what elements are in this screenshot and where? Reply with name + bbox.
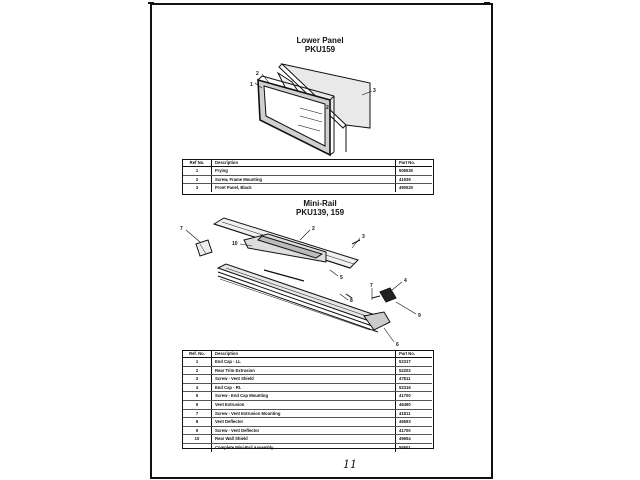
callout-label: 6 — [396, 342, 399, 348]
callout-label: 5 — [340, 275, 343, 281]
callout-label: 3 — [362, 234, 365, 240]
table-row: 3 Front Panel, Black 490520 — [183, 184, 432, 192]
mini-rail-models: PKU139, 159 — [295, 208, 345, 217]
column-header: Description — [212, 160, 396, 167]
callout-label: 2 — [312, 226, 315, 232]
table-row: 9 Screw - Vent Deflector 41700 — [183, 426, 432, 435]
callout-label: 2 — [326, 105, 329, 111]
table-row: 7 Screw - Vent Extrusion Mounting 41811 — [183, 409, 432, 418]
lower-panel-model: PKU159 — [304, 45, 336, 54]
callout-label: 3 — [373, 88, 376, 94]
table-row: 5 Screw - End Cap Mounting 41700 — [183, 392, 432, 401]
table-row: 6 Vent Extrusion 46490 — [183, 400, 432, 409]
callout-label: 4 — [404, 278, 407, 284]
column-header: Ref No. — [183, 160, 212, 167]
callout-label: 10 — [232, 241, 238, 247]
column-header: Ref. No. — [183, 351, 212, 358]
table-row: 2 Rear Trim Extrusion 52202 — [183, 366, 432, 375]
callout-label: 7 — [180, 226, 183, 232]
mini-rail-parts-table — [183, 351, 432, 452]
table-row: 1 End Cap - LL 52317 — [183, 358, 432, 367]
column-header: Description — [212, 351, 396, 358]
callout-label: 7 — [370, 283, 373, 289]
callout-label: 1 — [250, 82, 253, 88]
table-row: 8 Vent Deflector 46693 — [183, 418, 432, 427]
callout-label: 8 — [350, 298, 353, 304]
table-row: 1 Frying 505530 — [183, 167, 432, 176]
table-row: 3 Screw - Vent Shield 47811 — [183, 375, 432, 384]
page-mark: 11 — [343, 458, 357, 471]
table-row: 10 Rear Wall Shield 49654 — [183, 435, 432, 444]
table-row: Complete Mini-Rail Assembly 55501 — [183, 443, 432, 451]
column-header: Part No. — [396, 351, 433, 358]
callout-label: 2 — [256, 71, 259, 77]
callout-label: 9 — [418, 313, 421, 319]
column-header: Part No. — [396, 160, 433, 167]
table-row: 4 End Cap - Rt. 52316 — [183, 383, 432, 392]
table-row: 2 Screw, Frame Mounting 41939 — [183, 175, 432, 184]
lower-panel-title: Lower Panel — [296, 36, 344, 45]
mini-rail-title: Mini-Rail — [303, 199, 337, 208]
